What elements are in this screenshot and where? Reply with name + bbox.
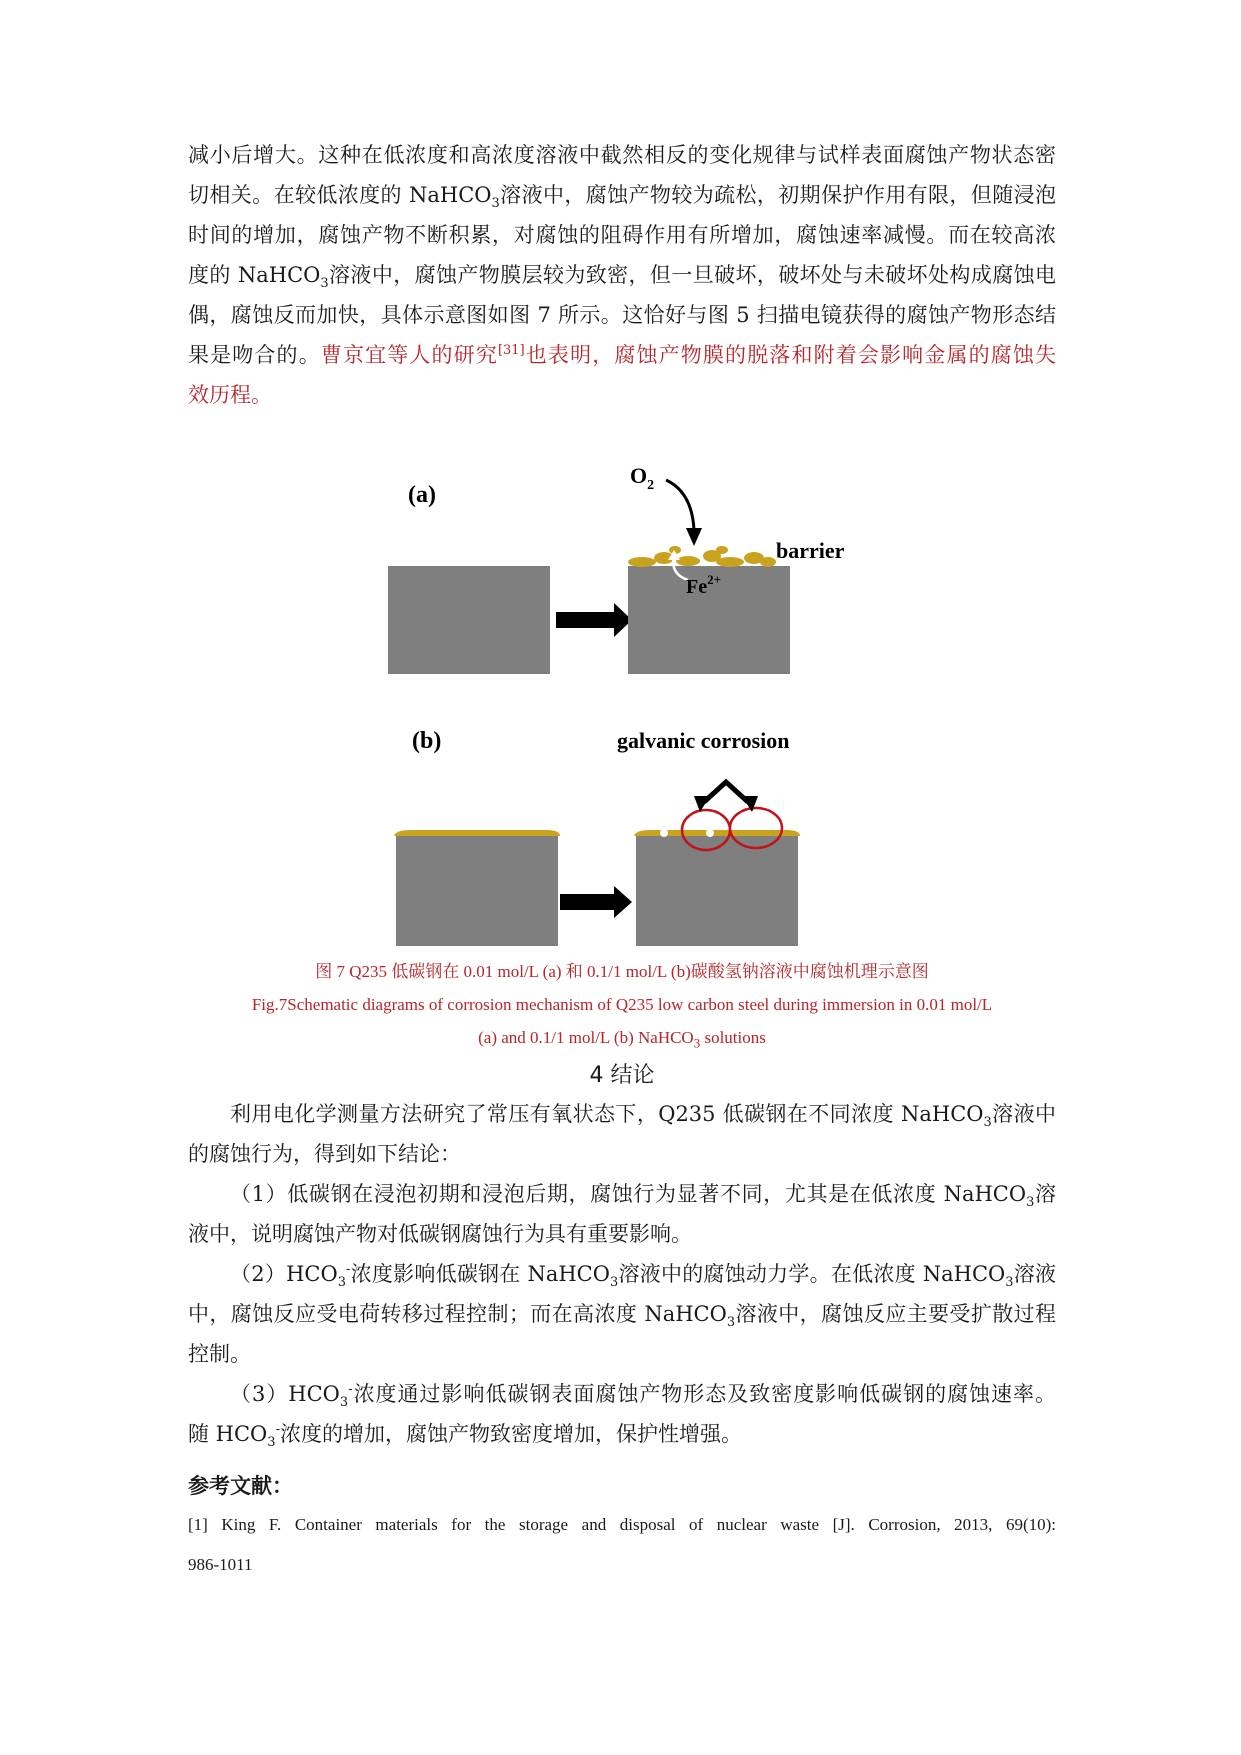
text-line: 随 $HCO_3^-$浓度的增加，腐蚀产物致密度增加，保护性增强。 xyxy=(188,1422,742,1451)
film-breach-dot xyxy=(706,829,714,837)
o2-arrow xyxy=(666,480,694,530)
fe-ion-label: $Fe^{2+}$ xyxy=(686,572,722,598)
text-line: 减小后增大。这种在低浓度和高浓度溶液中截然相反的变化规律与试样表面腐蚀产物状态密 xyxy=(188,143,1056,167)
corrosion-film-b-after xyxy=(634,830,800,836)
barrier-label: barrier xyxy=(776,538,845,563)
text-line: 度的 NaHCO$_3$溶液中，腐蚀产物膜层较为致密，但一旦破坏，破坏处与未破坏处构成腐蚀电 xyxy=(188,263,1057,292)
section-heading: 4 结论 xyxy=(589,1063,655,1088)
film-breach-dot xyxy=(660,829,668,837)
figure-caption-en-line1: Fig.7Schematic diagrams of corrosion mechanism of Q235 low carbon steel during immersion in 0.01 mol/L xyxy=(251,995,993,1014)
galvanic-double-arrow xyxy=(704,782,748,802)
references-title: 参考文献： xyxy=(188,1474,293,1498)
o2-arrowhead xyxy=(686,528,702,546)
figure-7-schematic xyxy=(370,450,910,970)
text-line: 效历程。 xyxy=(188,383,272,407)
arrow-b xyxy=(560,886,632,918)
galvanic-label: galvanic corrosion xyxy=(617,728,790,753)
figure-caption-cn: 图 7 Q235 低碳钢在 0.01 mol/L (a) 和 0.1/1 mol/L (b)碳酸氢钠溶液中腐蚀机理示意图 xyxy=(315,962,929,981)
text-line: 偶，腐蚀反而加快，具体示意图如图 7 所示。这恰好与图 5 扫描电镜获得的腐蚀产物形态结 xyxy=(188,303,1056,327)
text-line: （1）低碳钢在浸泡初期和浸泡后期，腐蚀行为显著不同，尤其是在低浓度 NaHCO$_3$溶 xyxy=(230,1182,1057,1211)
text-line: $(2)HCO_3^-$浓度影响低碳钢在 NaHCO$_3$溶液中的腐蚀动力学。在低浓度 NaHCO$_3$溶液 xyxy=(230,1262,1057,1291)
o2-label: $O_2$ xyxy=(630,463,655,493)
corrosion-product-barrier xyxy=(628,546,776,567)
citation-text: 曹京宜等人的研究 xyxy=(320,343,498,367)
panel-b-label: (b) xyxy=(412,728,442,754)
steel-block-a-before xyxy=(388,566,550,674)
paragraph-discussion xyxy=(188,135,1056,415)
text-line: 切相关。在较低浓度的 NaHCO$_3$溶液中，腐蚀产物较为疏松，初期保护作用有限，但随浸泡 xyxy=(188,183,1057,212)
text-line: 控制。 xyxy=(188,1342,251,1366)
text-line: $(3)HCO_3^-$浓度通过影响低碳钢表面腐蚀产物形态及致密度影响低碳钢的腐蚀速率。 xyxy=(230,1382,1056,1411)
steel-block-b-after xyxy=(636,836,798,946)
steel-block-b-before xyxy=(396,836,558,946)
text-line: 中，腐蚀反应受电荷转移过程控制；而在高浓度 NaHCO$_3$溶液中，腐蚀反应主要受扩散过程 xyxy=(188,1302,1057,1331)
citation-ref: [31] xyxy=(497,343,525,358)
text-line: 时间的增加，腐蚀产物不断积累，对腐蚀的阻碍作用有所增加，腐蚀速率减慢。而在较高浓 xyxy=(188,223,1056,247)
arrow-a xyxy=(556,603,632,637)
text-line: 的腐蚀行为，得到如下结论： xyxy=(188,1142,461,1166)
text-line: 液中，说明腐蚀产物对低碳钢腐蚀行为具有重要影响。 xyxy=(188,1222,692,1246)
conclusion-section xyxy=(188,1094,1056,1454)
reference-line: [1] King F. Container materials for the storage and disposal of nuclear waste [J]. Corrosion, 2013, 69(10): xyxy=(188,1515,1056,1534)
panel-a-label: (a) xyxy=(408,482,436,508)
reference-item xyxy=(188,1505,1056,1585)
figure-caption-en-line2: (a) and 0.1/1 mol/L (b) NaHCO$_3$ solutions xyxy=(478,1028,766,1051)
reference-line: 986-1011 xyxy=(188,1555,253,1574)
text-line: 利用电化学测量方法研究了常压有氧状态下，Q235 低碳钢在不同浓度 NaHCO$_3$溶液中 xyxy=(230,1102,1056,1131)
corrosion-film-b-before xyxy=(394,830,560,836)
text-line: 果是吻合的。曹京宜等人的研究[31]也表明，腐蚀产物膜的脱落和附着会影响金属的腐蚀失 xyxy=(188,343,1057,367)
